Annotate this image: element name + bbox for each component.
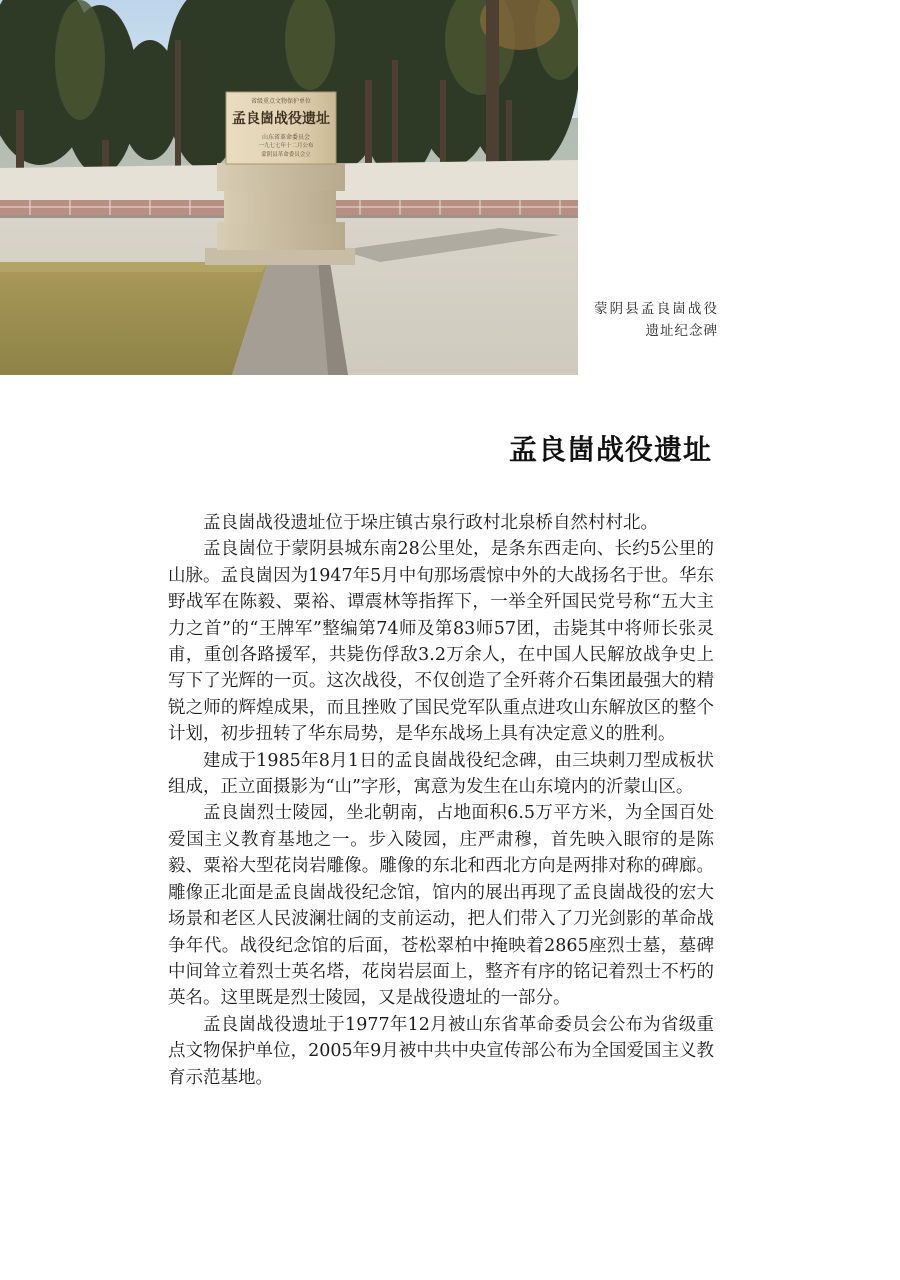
monument-sub-line-2: 一九七七年十二月公布 xyxy=(258,143,314,149)
paragraph-memorial: 建成于1985年8月1日的孟良崮战役纪念碑，由三块刺刀型成板状组成，正立面摄影为“山”字形，寓意为发生在山东境内的沂蒙山区。 xyxy=(168,750,714,798)
monument-main-inscription: 孟良崮战役遗址 xyxy=(232,111,330,127)
monument-photo-drawing xyxy=(0,0,578,375)
figure-caption: 蒙阴县孟良崮战役遗址纪念碑 xyxy=(594,301,718,339)
monument-top-line: 省级重点文物保护单位 xyxy=(250,98,311,105)
page-title: 孟良崮战役遗址 xyxy=(508,433,712,466)
paragraph-battle: 孟良崮位于蒙阴县城东南28公里处，是条东西走向、长约5公里的山脉。孟良崮因为1947年5月中旬那场震惊中外的大战扬名于世。华东野战军在陈毅、粟裕、谭震林等指挥下，一举全歼国民党号称“五大主力之首”的“王牌军”整编第74师及第83师57团，击毙其中将师长张灵甫，重创各路援军，共毙伤俘敌3.2万余人，在中国人民解放战争史上写下了光辉的一页。这次战役，不仅创造了全歼蒋介石集团最强大的精锐之师的辉煌成果，而且挫败了国民党军队重点进攻山东解放区的整个计划，初步扭转了华东局势，是华东战场上具有决定意义的胜利。 xyxy=(168,539,714,745)
monument-sub-line-3: 蒙阴县革命委员会立 xyxy=(261,152,311,158)
paragraph-location: 孟良崮战役遗址位于垛庄镇古泉行政村北泉桥自然村村北。 xyxy=(203,513,658,533)
monument-photo xyxy=(0,0,578,375)
monument-sub-line-1: 山东省革命委员会 xyxy=(261,134,310,141)
paragraph-protection: 孟良崮战役遗址于1977年12月被山东省革命委员会公布为省级重点文物保护单位，2005年9月被中共中央宣传部公布为全国爱国主义教育示范基地。 xyxy=(168,1014,714,1088)
paragraph-cemetery: 孟良崮烈士陵园，坐北朝南，占地面积6.5万平方米，为全国百处爱国主义教育基地之一。步入陵园，庄严肃穆，首先映入眼帘的是陈毅、粟裕大型花岗岩雕像。雕像的东北和西北方向是两排对称的碑廊。雕像正北面是孟良崮战役纪念馆，馆内的展出再现了孟良崮战役的宏大场景和老区人民波澜壮阔的支前运动，把人们带入了刀光剑影的革命战争年代。战役纪念馆的后面，苍松翠柏中掩映着2865座烈士墓，墓碑中间耸立着烈士英名塔，花岗岩层面上，整齐有序的铭记着烈士不朽的英名。这里既是烈士陵园，又是战役遗址的一部分。 xyxy=(168,803,714,1009)
article-body xyxy=(168,510,714,1091)
